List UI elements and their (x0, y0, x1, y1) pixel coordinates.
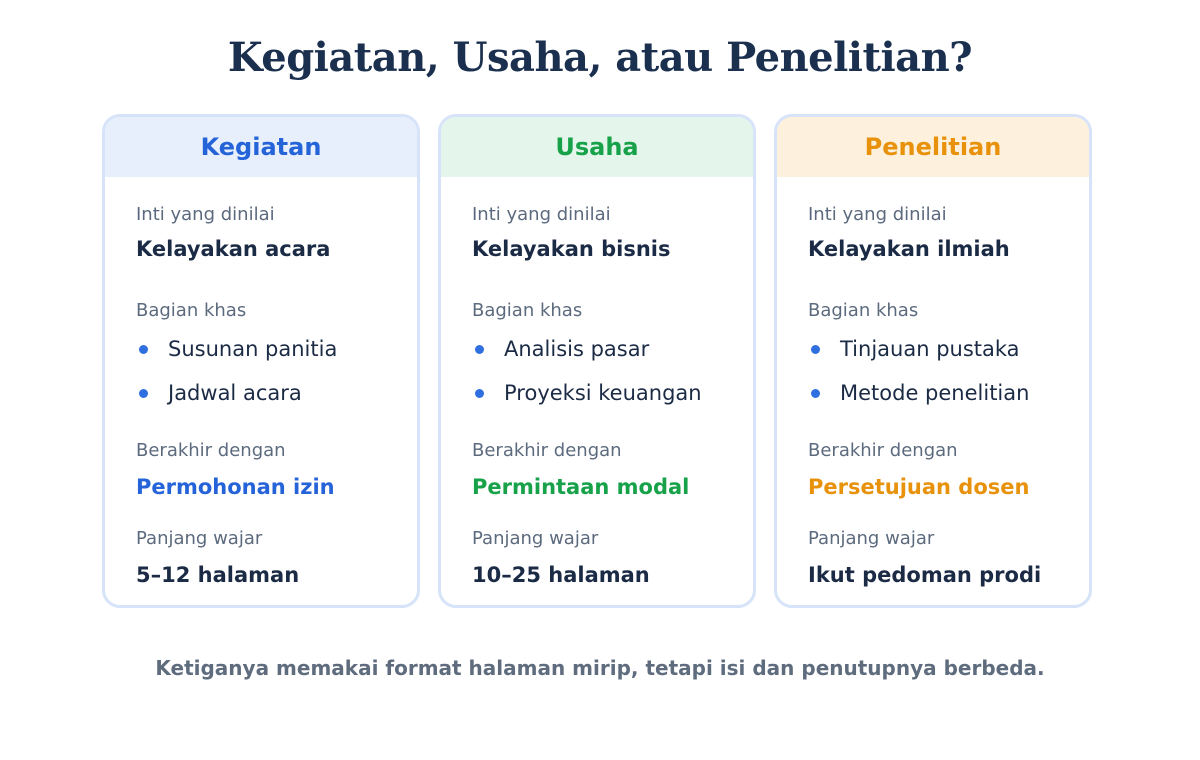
ending-label: Berakhir dengan (472, 440, 622, 461)
bullet-dot-icon (139, 389, 148, 398)
length-value: 10–25 halaman (472, 563, 650, 587)
card-kegiatan (102, 114, 420, 608)
footer-note: Ketiganya memakai format halaman mirip, tetapi isi dan penutupnya berbeda. (155, 656, 1045, 680)
length-label: Panjang wajar (136, 528, 263, 549)
card-penelitian-header: Penelitian (777, 117, 1089, 177)
ending-value: Permohonan izin (136, 475, 335, 499)
card-kegiatan-header: Kegiatan (105, 117, 417, 177)
card-usaha-header: Usaha (441, 117, 753, 177)
length-label: Panjang wajar (808, 528, 935, 549)
ending-value: Permintaan modal (472, 475, 690, 499)
section-item-text: Analisis pasar (504, 337, 650, 361)
core-label: Inti yang dinilai (472, 204, 611, 225)
card-penelitian (774, 114, 1092, 608)
section-item (808, 335, 1020, 363)
ending-value: Persetujuan dosen (808, 475, 1030, 499)
section-item-text: Jadwal acara (168, 381, 302, 405)
section-item (472, 335, 649, 363)
core-value: Kelayakan ilmiah (808, 237, 1010, 261)
section-item-text: Susunan panitia (168, 337, 338, 361)
ending-label: Berakhir dengan (136, 440, 286, 461)
bullet-dot-icon (475, 345, 484, 354)
section-item (808, 379, 1029, 407)
bullet-dot-icon (139, 345, 148, 354)
bullet-dot-icon (811, 389, 820, 398)
length-label: Panjang wajar (472, 528, 599, 549)
section-item-text: Tinjauan pustaka (840, 337, 1020, 361)
core-label: Inti yang dinilai (136, 204, 275, 225)
core-value: Kelayakan bisnis (472, 237, 671, 261)
core-value: Kelayakan acara (136, 237, 331, 261)
length-value: Ikut pedoman prodi (808, 563, 1042, 587)
section-item (136, 379, 302, 407)
bullet-dot-icon (811, 345, 820, 354)
card-usaha (438, 114, 756, 608)
sections-label: Bagian khas (472, 300, 583, 321)
sections-label: Bagian khas (808, 300, 919, 321)
sections-label: Bagian khas (136, 300, 247, 321)
comparison-cards (102, 114, 1098, 614)
section-item (472, 379, 702, 407)
section-item (136, 335, 337, 363)
core-label: Inti yang dinilai (808, 204, 947, 225)
section-item-text: Metode penelitian (840, 381, 1030, 405)
section-item-text: Proyeksi keuangan (504, 381, 702, 405)
length-value: 5–12 halaman (136, 563, 300, 587)
ending-label: Berakhir dengan (808, 440, 958, 461)
bullet-dot-icon (475, 389, 484, 398)
page-title: Kegiatan, Usaha, atau Penelitian? (227, 34, 973, 81)
